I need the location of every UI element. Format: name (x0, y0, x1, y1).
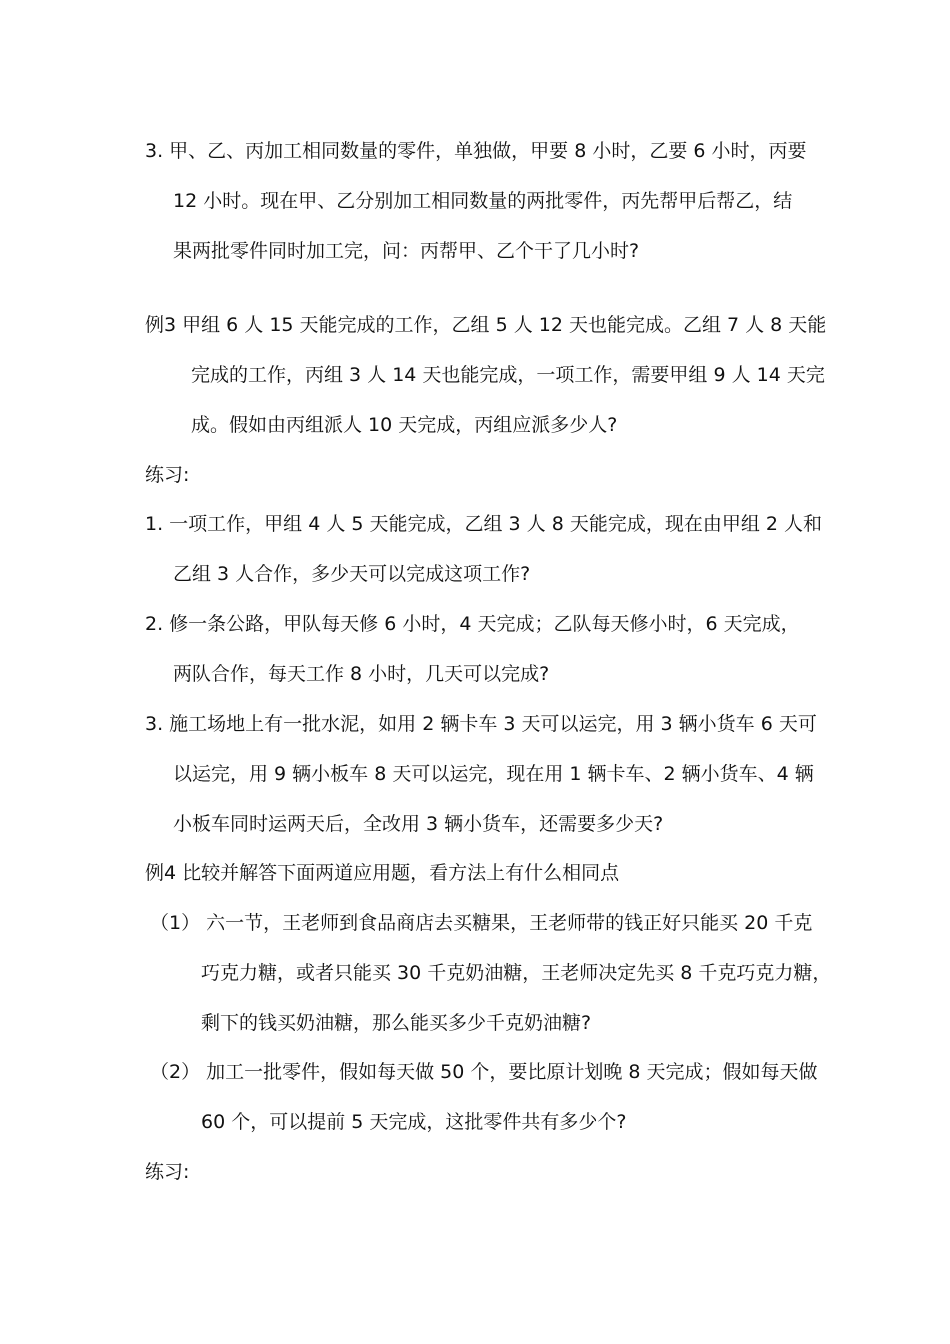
text-line: 剩下的钱买奶油糖，那么能买多少千克奶油糖? (201, 1012, 592, 1034)
practice-heading: 练习: (145, 1161, 190, 1183)
text-line: 巧克力糖，或者只能买 30 千克奶油糖，王老师决定先买 8 千克巧克力糖， (201, 962, 832, 984)
text-line: 乙组 3 人合作，多少天可以完成这项工作? (173, 563, 531, 585)
text-line: 2. 修一条公路，甲队每天修 6 小时，4 天完成；乙队每天修小时，6 天完成， (145, 613, 800, 635)
text-line: 3. 甲、乙、丙加工相同数量的零件，单独做，甲要 8 小时，乙要 6 小时，丙要 (145, 140, 807, 162)
text-line: 60 个，可以提前 5 天完成，这批零件共有多少个? (201, 1111, 627, 1133)
practice-heading: 练习: (145, 464, 190, 486)
text-line: 小板车同时运两天后，全改用 3 辆小货车，还需要多少天? (173, 813, 664, 835)
text-line: 成。假如由丙组派人 10 天完成，丙组应派多少人? (191, 414, 618, 436)
text-line: 1. 一项工作，甲组 4 人 5 天能完成，乙组 3 人 8 天能完成，现在由甲组 2 人和 (145, 513, 823, 535)
text-line: 以运完，用 9 辆小板车 8 天可以运完，现在用 1 辆卡车、2 辆小货车、4 辆 (173, 763, 814, 785)
example-4: 例4 比较并解答下面两道应用题，看方法上有什么相同点 (145, 862, 620, 884)
text-line: 完成的工作，丙组 3 人 14 天也能完成，一项工作，需要甲组 9 人 14 天完 (191, 364, 825, 386)
text-line: 3. 施工场地上有一批水泥，如用 2 辆卡车 3 天可以运完，用 3 辆小货车 6 天可 (145, 713, 817, 735)
text-line: （1） 六一节，王老师到食品商店去买糖果，王老师带的钱正好只能买 20 千克 (150, 912, 813, 934)
text-line: 12 小时。现在甲、乙分别加工相同数量的两批零件，丙先帮甲后帮乙，结 (173, 190, 793, 212)
text-line: （2） 加工一批零件，假如每天做 50 个，要比原计划晚 8 天完成；假如每天做 (150, 1061, 818, 1083)
text-line: 两队合作，每天工作 8 小时，几天可以完成? (173, 663, 550, 685)
text-line: 例3 甲组 6 人 15 天能完成的工作，乙组 5 人 12 天也能完成。乙组 7 人 8 天能 (145, 314, 827, 336)
text-line: 果两批零件同时加工完，问：丙帮甲、乙个干了几小时? (173, 240, 640, 262)
